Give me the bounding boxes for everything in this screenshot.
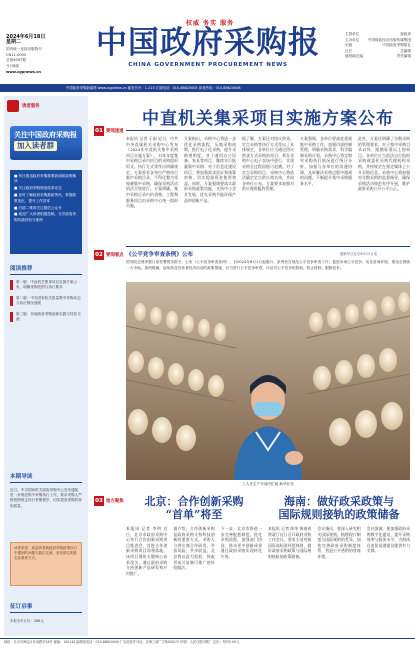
masthead bbox=[0, 0, 415, 82]
page-footer: 地址：北京市海淀区阜成路甲28号 邮编：100142 编辑部电话：010-88620000 广告经营许可证：京海工商广字第0001号 印刷：人民日报印刷厂 定价：每份2.00元 bbox=[4, 640, 240, 644]
sidebar-paragraph: 近日，中央国家机关政府采购中心发布通知，进一步规范集中采购执行工作，要求采购人严格按照规定执行采购程序，切实提高采购效率和质量。 bbox=[10, 488, 82, 508]
notice-byline: 据新华社北京6月13日电 bbox=[340, 252, 377, 256]
article-column: 据介绍，合作创新采购是政府采购支持科技创新的重要方式，采购人与供应商合作研发，共担风险、共享收益。北京将以此为契机，探索形成可复制可推广的经验做法。 bbox=[173, 526, 215, 571]
article-body bbox=[126, 136, 410, 242]
section-number: 01 bbox=[95, 128, 103, 134]
section-text: 要闻速递 bbox=[106, 129, 124, 134]
section-label bbox=[94, 126, 124, 136]
article-body-hainan bbox=[268, 526, 410, 636]
paper-logo-icon bbox=[7, 100, 19, 112]
footer-rule bbox=[0, 638, 415, 639]
list-item[interactable]: 第三版：各地政府采购创新实践与经验交流 bbox=[10, 312, 82, 322]
masthead-right-row: 社长 总编辑 bbox=[345, 48, 411, 53]
newspaper-title-en: CHINA GOVERNMENT PROCUREMENT NEWS bbox=[128, 62, 288, 68]
sidebar bbox=[4, 96, 88, 636]
article-column: 据了解，方案还对协议供货、定点采购等执行方式作出了具体规定。各单位应当通过协议供货方式采购的项目，须在采购中心电子卖场中进行，实现采购全过程留痕可追溯。对于定点采购项目，采购中心将依法确定定点供应商名单，并向各单位公布。方案要求加强对供应商的履约管理。 bbox=[242, 136, 294, 192]
masthead-right-row: 主管单位 财政部 bbox=[345, 32, 411, 36]
promo-banner[interactable] bbox=[10, 126, 82, 160]
headline-main[interactable]: 中直机关集采项目实施方案公布 bbox=[142, 109, 394, 129]
article-column: 方案指出，采购中心将进一步优化采购流程，压缩采购周期，推行电子化采购，提升采购透明度。对于通用办公设备、家具等项目，继续实行批量集中采购；对于信息化建设项目，将加强需求论证和预算审核，切实提高资金使用效益。同时，方案强调要落实政府采购政策功能，支持中小企业发展，优先采购节能环保产品和创新产品。 bbox=[184, 136, 236, 203]
headline-line: 国际规则接轨的政策储备 bbox=[278, 508, 400, 521]
website-url[interactable]: www.cgpnews.cn bbox=[6, 70, 41, 75]
list-item[interactable]: 第一版：中直机关集采项目实施方案公布，明确采购范围与执行要求 bbox=[10, 280, 82, 290]
article-column: 本报讯 记者 王刚 近日，中共中央直属机关采购中心发布《2024年中直机关集中采购项目实施方案》，对本年度集中采购目录内项目的采购组织形式、执行方式等作出明确规定。方案要求各单位严格执行集中采购目录，不得化整为零规避集中采购，确保采购活动依法合规进行。方案明确，集中采购目录内的货物、工程和服务项目由采购中心统一组织实施。 bbox=[126, 136, 178, 209]
masthead-left-line: 国内统一连续出版物号 bbox=[6, 47, 42, 52]
subscription-price: 本报全年订价：288元 bbox=[10, 619, 44, 623]
issue-weekday: 星期二 bbox=[6, 39, 22, 45]
headline-rule bbox=[126, 130, 410, 131]
masthead-left-line: CN11-0095 bbox=[6, 52, 27, 57]
news-photo bbox=[126, 282, 410, 480]
promo-banner-line1: 关注中国政府采购报 bbox=[14, 131, 77, 139]
section-text: 要闻看点 bbox=[106, 253, 124, 258]
info-box-item: ■ 每日推送政府采购重要新闻和政策解读 bbox=[14, 174, 77, 184]
masthead-right-row: 主办单位 中国财政经济出版传媒集团 bbox=[345, 37, 411, 42]
article-column: 本报讯 记者 李明 近日，北京市政府采购中心举行合作创新采购项目推进会，首批合作创新采购项目即将落地。该项目聚焦关键核心技术攻关，通过政府采购支持创新产品研发和应用推广。 bbox=[126, 526, 168, 576]
section-divider bbox=[126, 246, 410, 247]
headline-line: “首单”将至 bbox=[165, 508, 223, 521]
article-column: 会议指出，要深入研究相关国际规则，梳理现行制度与国际规则的差异，加快完善政府采购制度体系，营造公平透明的营商环境。 bbox=[317, 526, 361, 559]
info-bar: 中国政府采购新闻网 www.cgpnews.cn 邮发代号：1-215 订阅电话：010-88620005 读者热线：010-88620006 bbox=[0, 84, 415, 92]
info-box-item: ■ 关注政府采购制度改革动态 bbox=[14, 186, 62, 191]
masthead-right-row: 出版 中国政府采购报社 bbox=[345, 43, 411, 48]
notice-text: 国务院总理李强日前签署国务院令，公布《公平竞争审查条例》，自2024年8月1日起施行。条例旨在规范公平竞争审查工作，促进市场公平竞争，优化营商环境，建设全国统一大市场。条例明确，起草涉及经营者经济活动的政策措施，应当进行公平竞争审查，评估对公平竞争的影响，防止排除、限制竞争。 bbox=[126, 260, 410, 270]
headline-line: 海南：做好政采政策与 bbox=[284, 495, 394, 508]
article-column: 方案强调，各单位要高度重视集中采购工作，加强内部控制管理，明确采购需求，科学编制采购计划。采购中心将定期对采购执行情况进行统计分析，加强与各单位的沟通协调，及时解决采购过程中遇到的问题，不断提升集中采购服务水平。 bbox=[300, 136, 352, 186]
headline-beijing[interactable] bbox=[126, 495, 262, 521]
reader-letter-box: 读者来信：欢迎读者就政府采购政策执行中遇到的问题与我们交流，来信请注明姓名及联系方式。 bbox=[10, 542, 82, 586]
headline-line: 北京：合作创新采购 bbox=[144, 495, 244, 508]
info-box-item: ■ 欢迎广大读者积极投稿，分享政府采购实践经验与案例 bbox=[14, 212, 77, 222]
sidebar-header bbox=[7, 100, 40, 112]
masthead-left-line: 今日8版 bbox=[6, 63, 20, 68]
sidebar-section-title: 阅读推荐 bbox=[10, 264, 82, 275]
sidebar-section-title: 征订启事 bbox=[10, 602, 82, 613]
factory-photo-illustration bbox=[126, 282, 410, 480]
section-label bbox=[94, 496, 124, 506]
info-box-item: ■ 及时了解政府采购最新资讯，掌握政策变化，提升工作效率 bbox=[14, 193, 77, 203]
section-label bbox=[94, 250, 124, 260]
issue-date: 2024年6月18日 bbox=[6, 34, 46, 40]
promo-banner-line2: 加入读者群 bbox=[14, 141, 57, 151]
masthead-slogan: 权威 务实 服务 bbox=[186, 20, 235, 27]
section-number: 02 bbox=[95, 252, 103, 258]
article-column: 本报讯 记者 陈华 海南省财政厅近日召开政府采购工作会议，要求主动对接国际高标准经贸规则，做好政府采购政策与国际规则接轨的政策储备。 bbox=[268, 526, 312, 559]
article-column: 下一步，北京市将进一步完善配套制度，优化采购流程，加强部门协同，推动更多创新成果通过政府采购实现转化应用。 bbox=[220, 526, 262, 559]
sidebar-section-title: 本期导读 bbox=[10, 472, 82, 483]
newspaper-title: 中国政府采购报 bbox=[96, 25, 320, 61]
article-body-beijing bbox=[126, 526, 262, 636]
masthead-left-line: 总第4097期 bbox=[6, 58, 26, 63]
headline-hainan[interactable] bbox=[268, 495, 410, 521]
sidebar-item-list bbox=[10, 280, 82, 328]
masthead-right-row: 值班副总编 责任编辑 bbox=[345, 54, 411, 59]
list-item[interactable]: 第二版：中央国家机关批量集中采购动态与执行情况通报 bbox=[10, 296, 82, 306]
sidebar-info-box bbox=[10, 170, 82, 254]
sidebar-header-label: 读者服务 bbox=[22, 104, 40, 109]
notice-title[interactable]: 《公平竞争审查条例》公布 bbox=[126, 252, 194, 258]
article-column: 会议强调，要加强政府采购数字化建设，提升采购效率与服务水平，为海南自由贸易港建设提供有力支撑。 bbox=[366, 526, 410, 554]
info-box-item: ■ 扫描二维码关注微信公众号 bbox=[14, 205, 62, 210]
section-number: 03 bbox=[95, 498, 103, 504]
article-column: 此外，方案还明确了分散采购的管理要求。对于集中采购目录以外、限额标准以上的项目，各单位应当依法自行组织采购或委托采购代理机构采购，并按规定在指定媒体上公开采购信息。采购中心将加强对分散采购的监督指导，确保采购活动规范有序开展，维护政府采购公开公平公正。 bbox=[358, 136, 410, 192]
photo-caption: 工人在生产车间内忙碌 新华社发 bbox=[242, 482, 294, 486]
masthead-left-info bbox=[6, 34, 68, 75]
masthead-right-info bbox=[345, 32, 411, 60]
section-text: 地方聚焦 bbox=[106, 499, 124, 504]
